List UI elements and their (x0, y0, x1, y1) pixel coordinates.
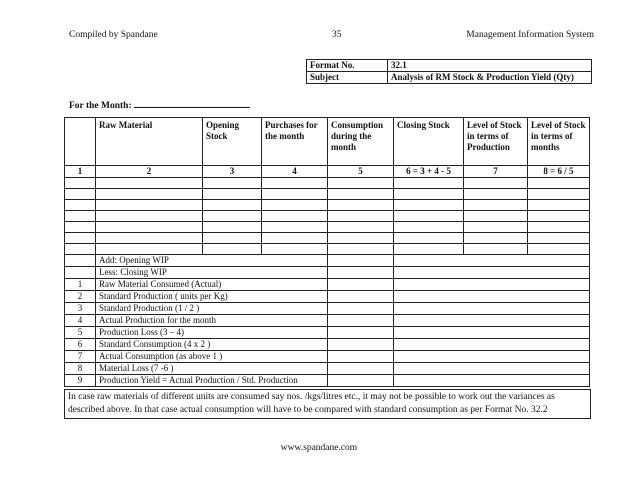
header-title: Management Information System (466, 30, 594, 40)
format-box (306, 59, 592, 84)
subject-value: Analysis of RM Stock & Production Yield (Qty) (388, 72, 592, 84)
blank-row[interactable] (65, 233, 590, 244)
adjust-label: Less: Closing WIP (96, 267, 328, 279)
calc-row (65, 315, 590, 327)
column-number: 1 (65, 166, 96, 178)
column-number: 4 (262, 166, 328, 178)
format-label: Format No. (307, 60, 388, 72)
month-label: For the Month: (69, 101, 134, 111)
blank-row[interactable] (65, 189, 590, 200)
header-cell: Level of Stock in terms of Production (464, 118, 528, 166)
calc-row (65, 279, 590, 291)
calc-label: Standard Consumption (4 x 2 ) (96, 339, 328, 351)
header-cell: Consumption during the month (328, 118, 394, 166)
note-box: In case raw materials of different units are consumed say nos. /kgs/litres etc., it may not be possible to work out the variances as described above. In that case actual consumption will have to be compared with standard consumption as per Format No. 32.2 (64, 389, 591, 419)
footer-website: www.spandane.com (280, 443, 358, 453)
calc-label: Standard Production (1 / 2 ) (96, 303, 328, 315)
header-cell: Level of Stock in terms of months (528, 118, 590, 166)
header-compiled-by: Compiled by Spandane (69, 30, 158, 40)
header-cell: Raw Material (96, 118, 203, 166)
header-cell: Purchases for the month (262, 118, 328, 166)
calc-number: 3 (65, 303, 96, 315)
header-cell: Opening Stock (203, 118, 262, 166)
column-number-row (65, 166, 590, 178)
blank-row[interactable] (65, 200, 590, 211)
calc-number: 1 (65, 279, 96, 291)
column-number: 2 (96, 166, 203, 178)
blank-row[interactable] (65, 178, 590, 189)
column-number: 7 (464, 166, 528, 178)
blank-row[interactable] (65, 222, 590, 233)
month-blank-line[interactable] (134, 98, 250, 108)
blank-row[interactable] (65, 211, 590, 222)
rm-stock-table (64, 117, 590, 387)
calc-row (65, 339, 590, 351)
calc-label: Actual Production for the month (96, 315, 328, 327)
adjust-row (65, 267, 590, 279)
column-number: 8 = 6 / 5 (528, 166, 590, 178)
calc-label: Actual Consumption (as above 1 ) (96, 351, 328, 363)
calc-row (65, 351, 590, 363)
subject-label: Subject (307, 72, 388, 84)
calc-row (65, 375, 590, 387)
calc-row (65, 363, 590, 375)
column-number: 5 (328, 166, 394, 178)
adjust-row (65, 255, 590, 267)
calc-label: Production Yield = Actual Production / Std. Production (96, 375, 328, 387)
calc-number: 2 (65, 291, 96, 303)
calc-label: Raw Material Consumed (Actual) (96, 279, 328, 291)
calc-number: 6 (65, 339, 96, 351)
calc-number: 7 (65, 351, 96, 363)
column-number: 3 (203, 166, 262, 178)
month-field (69, 98, 250, 111)
format-value: 32.1 (388, 60, 592, 72)
header-cell: Closing Stock (394, 118, 464, 166)
page-number: 35 (332, 30, 342, 40)
calc-label: Material Loss (7 -6 ) (96, 363, 328, 375)
calc-number: 9 (65, 375, 96, 387)
calc-row (65, 291, 590, 303)
table-header-row (65, 118, 590, 166)
header-cell (65, 118, 96, 166)
calc-number: 5 (65, 327, 96, 339)
column-number: 6 = 3 + 4 - 5 (394, 166, 464, 178)
calc-label: Production Loss (3 – 4) (96, 327, 328, 339)
calc-row (65, 327, 590, 339)
calc-row (65, 303, 590, 315)
adjust-label: Add: Opening WIP (96, 255, 328, 267)
calc-number: 8 (65, 363, 96, 375)
calc-label: Standard Production ( units per Kg) (96, 291, 328, 303)
blank-row[interactable] (65, 244, 590, 255)
calc-number: 4 (65, 315, 96, 327)
